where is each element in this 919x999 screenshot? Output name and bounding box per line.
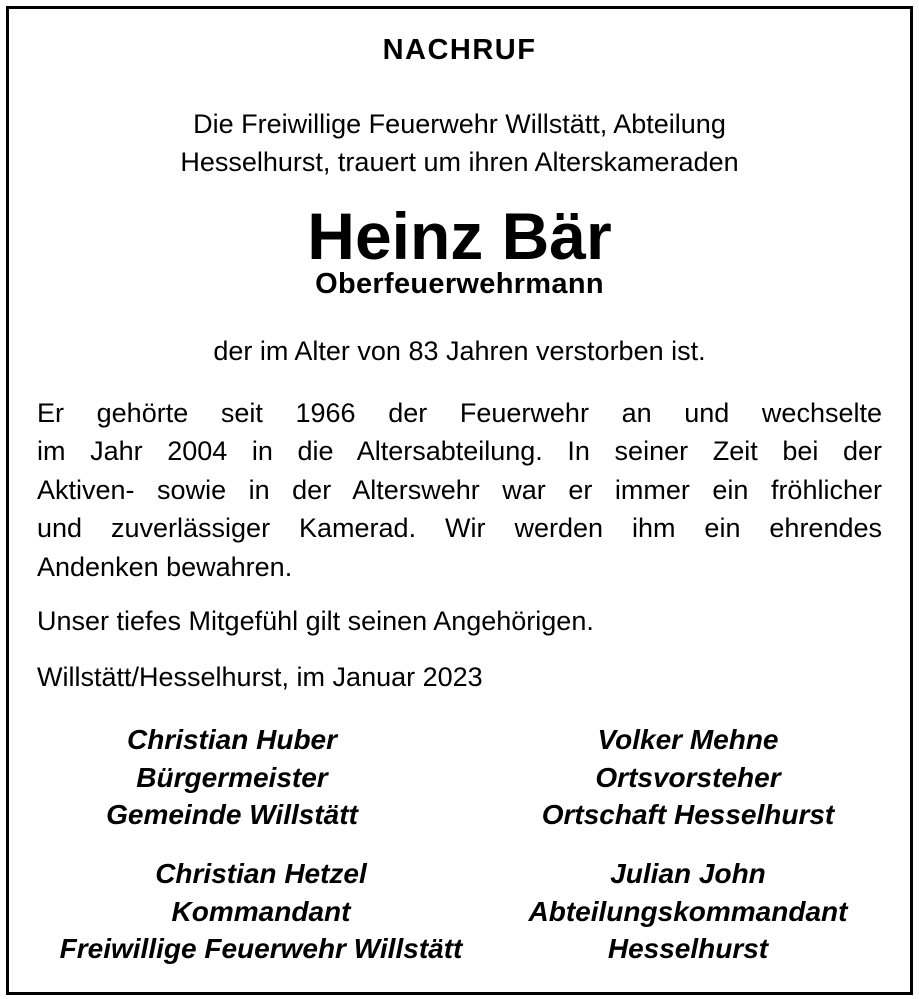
age-line: der im Alter von 83 Jahren verstorben ist. — [213, 336, 706, 366]
signatory-role: Abteilungskommandant — [528, 895, 848, 927]
signatory-org: Freiwillige Feuerwehr Willstätt — [59, 933, 463, 964]
paragraph-line: Aktiven- sowie in der Alterswehr war er immer ein fröhlicher — [37, 474, 882, 505]
signatory-org: Gemeinde Willstätt — [106, 799, 358, 830]
signatory-role: Kommandant — [171, 895, 351, 927]
notice-title: NACHRUF — [382, 34, 537, 66]
intro-line: Die Freiwillige Feuerwehr Willstätt, Abteilung — [193, 109, 726, 139]
paragraph-line: Er gehörte seit 1966 der Feuerwehr an und wechselte — [37, 398, 882, 428]
signatory-org: Hesselhurst — [607, 933, 769, 964]
signatory-block — [30, 721, 434, 834]
intro-text — [0, 105, 919, 181]
sympathy-line: Unser tiefes Mitgefühl gilt seinen Angehörigen. — [37, 606, 594, 636]
signatory-name: Christian Huber — [126, 724, 338, 755]
paragraph-line: Andenken bewahren. — [37, 551, 293, 582]
signatory-org: Ortschaft Hesselhurst — [541, 799, 835, 830]
signatory-name: Julian John — [610, 858, 766, 889]
tribute-paragraph — [37, 394, 882, 586]
deceased-name: Heinz Bär — [307, 199, 612, 273]
deceased-rank: Oberfeuerwehrmann — [315, 268, 604, 300]
intro-line: Hesselhurst, trauert um ihren Alterskameraden — [180, 147, 739, 177]
signatory-name: Volker Mehne — [597, 724, 779, 755]
signatory-role: Bürgermeister — [136, 761, 328, 793]
place-date-line: Willstätt/Hesselhurst, im Januar 2023 — [37, 662, 483, 692]
signatory-role: Ortsvorsteher — [595, 761, 781, 793]
signatory-block — [20, 855, 502, 968]
paragraph-line: und zuverlässiger Kamerad. Wir werden ihm ein ehrendes — [37, 513, 882, 544]
signatory-block — [486, 721, 890, 834]
signatory-block — [486, 855, 890, 968]
signatory-name: Christian Hetzel — [155, 858, 367, 889]
paragraph-line: im Jahr 2004 in die Altersabteilung. In seiner Zeit bei der — [37, 436, 882, 467]
